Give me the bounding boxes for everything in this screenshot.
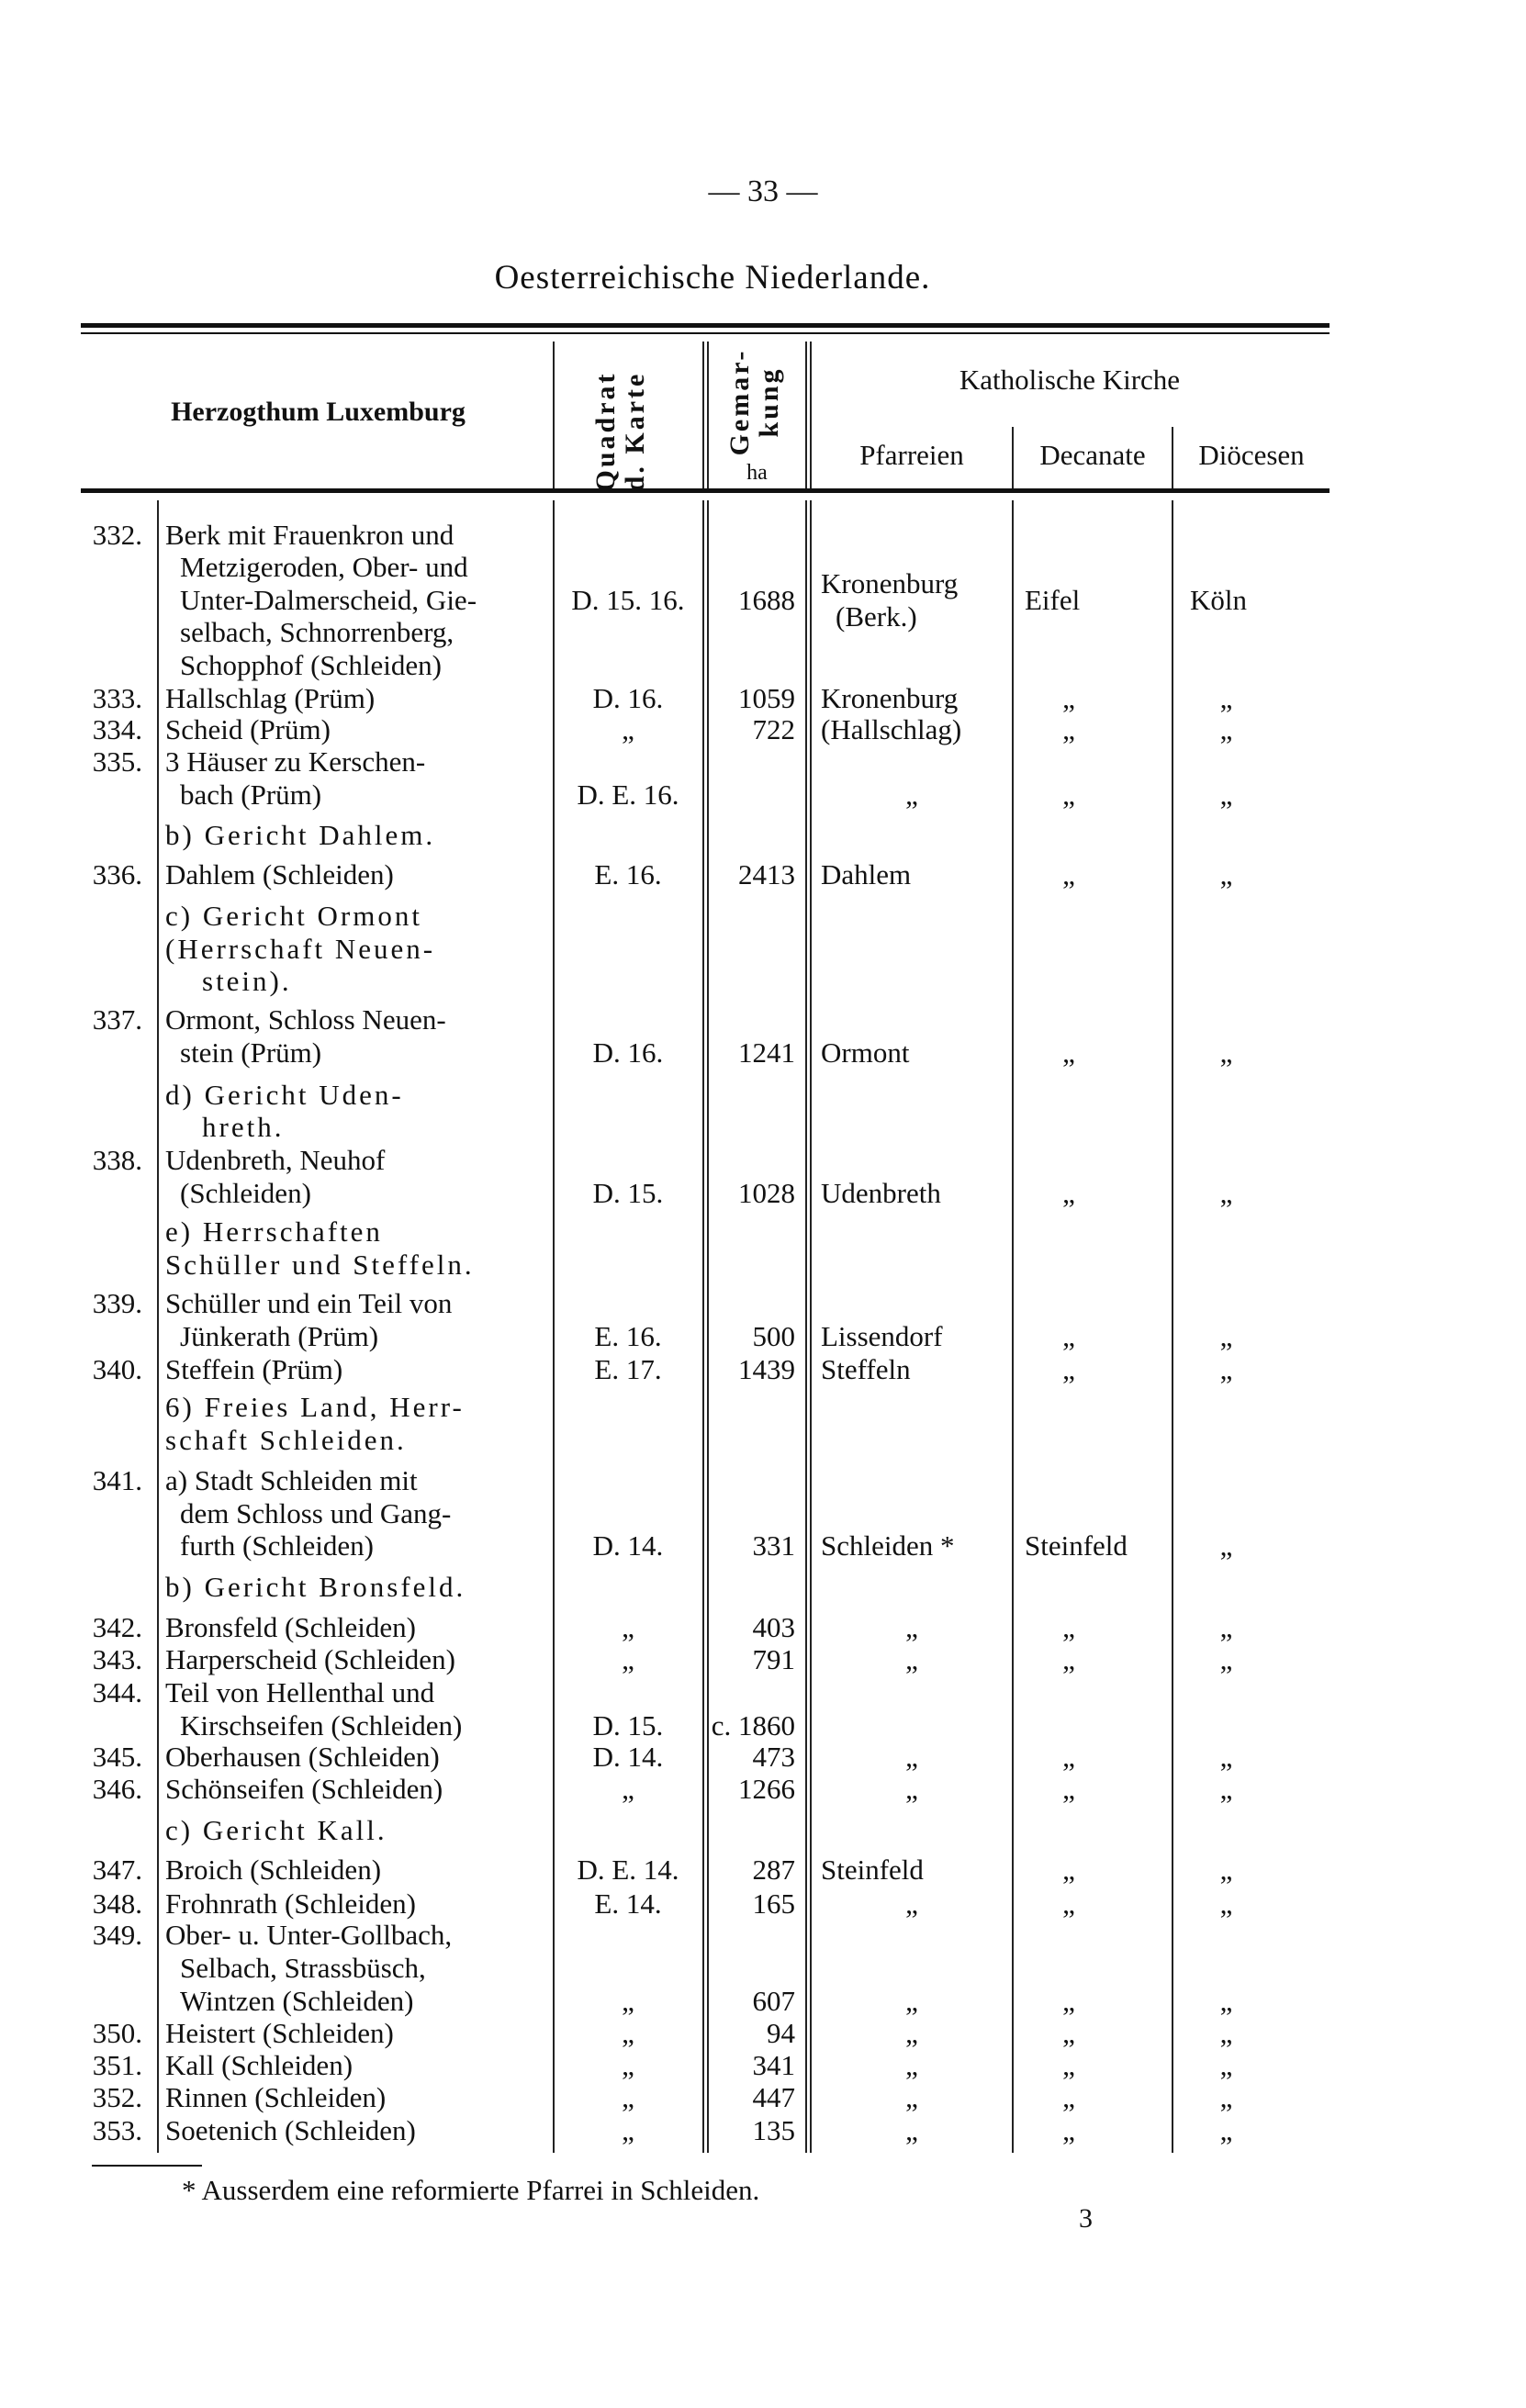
gemarkung-value: c. 1860: [711, 1708, 795, 1742]
pfarrei-value: „: [905, 2016, 918, 2049]
decanat-value: „: [1062, 2080, 1075, 2113]
quadrat-value: „: [622, 2080, 634, 2113]
dioecese-value: „: [1219, 2080, 1233, 2113]
place-name: furth (Schleiden): [180, 1529, 374, 1562]
pfarrei-value: „: [905, 2114, 918, 2147]
section-heading: schaft Schleiden.: [165, 1423, 407, 1456]
gemarkung-value: 791: [752, 1642, 795, 1675]
dioecese-value: „: [1219, 1176, 1233, 1209]
place-name: Bronsfeld (Schleiden): [165, 1610, 416, 1643]
dioecese-value: „: [1219, 778, 1233, 811]
decanat-value: „: [1062, 1352, 1075, 1385]
pfarrei-value: Steffeln: [821, 1352, 911, 1385]
place-name: dem Schloss und Gang-: [180, 1496, 452, 1529]
dioecese-value: „: [1219, 2114, 1233, 2147]
pfarrei-value: Udenbreth: [821, 1176, 941, 1209]
quadrat-value: D. 15.: [592, 1176, 664, 1209]
decanat-value: „: [1062, 713, 1075, 746]
section-heading: (Herrschaft Neuen-: [165, 932, 436, 965]
divider: [157, 500, 159, 2153]
header-dioecesen: Diöcesen: [1198, 439, 1305, 471]
section-heading: hreth.: [202, 1111, 285, 1144]
dioecese-value: „: [1219, 1853, 1233, 1886]
place-name: selbach, Schnorrenberg,: [180, 616, 454, 649]
decanat-value: „: [1062, 2016, 1075, 2049]
gemarkung-value: 2413: [738, 858, 795, 891]
quadrat-value: „: [622, 1610, 634, 1643]
section-heading: c) Gericht Kall.: [165, 1813, 387, 1846]
quadrat-value: „: [622, 2114, 634, 2147]
header-region: Herzogthum Luxemburg: [171, 397, 466, 427]
place-name: Schüller und ein Teil von: [165, 1287, 453, 1320]
header-gemarkung-line1: Gemar-: [724, 348, 755, 456]
place-name: Hallschlag (Prüm): [165, 681, 376, 714]
place-name: Kall (Schleiden): [165, 2048, 353, 2081]
entry-number: 345.: [92, 1740, 142, 1773]
entry-number: 338.: [92, 1144, 142, 1177]
quadrat-value: „: [622, 1984, 634, 2017]
entry-number: 350.: [92, 2016, 142, 2049]
decanat-value: „: [1062, 858, 1075, 891]
quadrat-value: D. E. 16.: [577, 778, 679, 811]
section-heading: 6) Freies Land, Herr-: [165, 1391, 465, 1424]
gemarkung-value: 287: [752, 1853, 795, 1886]
pfarrei-value: (Hallschlag): [821, 713, 962, 746]
pfarrei-value: „: [905, 1610, 918, 1643]
section-heading: c) Gericht Ormont: [165, 900, 422, 933]
place-name: (Schleiden): [180, 1176, 311, 1209]
place-name: Broich (Schleiden): [165, 1853, 382, 1886]
place-name: Selbach, Strassbüsch,: [180, 1951, 426, 1984]
place-name: Steffein (Prüm): [165, 1352, 343, 1385]
gemarkung-value: 473: [752, 1740, 795, 1773]
quadrat-value: E. 17.: [594, 1352, 662, 1385]
section-heading: d) Gericht Uden-: [165, 1078, 404, 1111]
pfarrei-value: „: [905, 1887, 918, 1920]
quadrat-value: D. 15. 16.: [571, 583, 685, 616]
entry-number: 343.: [92, 1642, 142, 1675]
page-number: — 33 —: [708, 174, 818, 208]
place-name: Oberhausen (Schleiden): [165, 1740, 440, 1773]
divider: [805, 500, 807, 2153]
section-heading: e) Herrschaften: [165, 1215, 383, 1249]
decanat-value: „: [1062, 1319, 1075, 1352]
gemarkung-value: 1241: [738, 1036, 795, 1069]
signature-mark: 3: [1079, 2203, 1093, 2234]
decanat-value: „: [1062, 1176, 1075, 1209]
pfarrei-value: „: [905, 1984, 918, 2017]
place-name: Kirschseifen (Schleiden): [180, 1708, 463, 1742]
place-name: Unter-Dalmerscheid, Gie-: [180, 583, 477, 616]
decanat-value: Eifel: [1025, 583, 1081, 616]
place-name: Soetenich (Schleiden): [165, 2114, 416, 2147]
header-gemarkung-unit: ha: [746, 461, 768, 485]
dioecese-value: „: [1219, 713, 1233, 746]
dioecese-value: „: [1219, 1610, 1233, 1643]
quadrat-value: D. 14.: [592, 1529, 664, 1562]
decanat-value: „: [1062, 1887, 1075, 1920]
entry-number: 340.: [92, 1352, 142, 1385]
page-title: Oesterreichische Niederlande.: [494, 259, 931, 297]
entry-number: 335.: [92, 745, 142, 778]
section-heading: b) Gericht Bronsfeld.: [165, 1571, 466, 1604]
decanat-value: „: [1062, 778, 1075, 811]
section-heading: stein).: [202, 965, 292, 998]
header-gemarkung-line2: kung: [753, 366, 784, 438]
place-name: stein (Prüm): [180, 1036, 322, 1069]
gemarkung-value: 1688: [738, 583, 795, 616]
place-name: Ormont, Schloss Neuen-: [165, 1003, 446, 1036]
gemarkung-value: 1059: [738, 681, 795, 714]
header-quadrat: [591, 358, 665, 505]
pfarrei-value: „: [905, 778, 918, 811]
gemarkung-value: 607: [752, 1984, 795, 2017]
pfarrei-value: „: [905, 1740, 918, 1773]
pfarrei-value: (Berk.): [836, 599, 917, 633]
decanat-value: „: [1062, 2048, 1075, 2081]
footnote: * Ausserdem eine reformierte Pfarrei in Schleiden.: [182, 2174, 760, 2206]
entry-number: 334.: [92, 713, 142, 746]
header-rule: [81, 488, 1330, 493]
entry-number: 351.: [92, 2048, 142, 2081]
header-quadrat-line2: d. Karte: [619, 371, 650, 492]
decanat-value: „: [1062, 1772, 1075, 1805]
place-name: Jünkerath (Prüm): [180, 1319, 379, 1352]
gemarkung-value: 94: [767, 2016, 795, 2049]
entry-number: 349.: [92, 1919, 142, 1952]
gemarkung-value: 341: [752, 2048, 795, 2081]
section-heading: Schüller und Steffeln.: [165, 1248, 475, 1281]
place-name: Schönseifen (Schleiden): [165, 1772, 443, 1805]
dioecese-value: „: [1219, 2048, 1233, 2081]
quadrat-value: „: [622, 1642, 634, 1675]
divider: [702, 342, 704, 488]
entry-number: 347.: [92, 1853, 142, 1886]
decanat-value: „: [1062, 1740, 1075, 1773]
dioecese-value: „: [1219, 1642, 1233, 1675]
dioecese-value: „: [1219, 681, 1233, 714]
decanat-value: „: [1062, 2114, 1075, 2147]
gemarkung-value: 1266: [738, 1772, 795, 1805]
quadrat-value: D. 16.: [592, 1036, 664, 1069]
dioecese-value: Köln: [1190, 583, 1247, 616]
section-heading: b) Gericht Dahlem.: [165, 819, 436, 852]
entry-number: 342.: [92, 1610, 142, 1643]
place-name: Ober- u. Unter-Gollbach,: [165, 1919, 453, 1952]
place-name: Rinnen (Schleiden): [165, 2080, 387, 2113]
header-decanate: Decanate: [1039, 439, 1146, 471]
pfarrei-value: Steinfeld: [821, 1853, 924, 1886]
quadrat-value: E. 16.: [594, 1319, 662, 1352]
dioecese-value: „: [1219, 1319, 1233, 1352]
gemarkung-value: 1028: [738, 1176, 795, 1209]
dioecese-value: „: [1219, 2016, 1233, 2049]
gemarkung-value: 722: [752, 713, 795, 746]
place-name: Frohnrath (Schleiden): [165, 1887, 416, 1920]
header-gemarkung: [725, 342, 795, 462]
gemarkung-value: 135: [752, 2114, 795, 2147]
gemarkung-value: 500: [752, 1319, 795, 1352]
entry-number: 348.: [92, 1887, 142, 1920]
quadrat-value: D. 14.: [592, 1740, 664, 1773]
pfarrei-value: „: [905, 1772, 918, 1805]
pfarrei-value: Ormont: [821, 1036, 910, 1069]
quadrat-value: D. 15.: [592, 1708, 664, 1742]
top-rule: [81, 323, 1330, 328]
divider: [805, 342, 807, 488]
pfarrei-value: „: [905, 2048, 918, 2081]
pfarrei-value: Dahlem: [821, 858, 912, 891]
divider: [553, 342, 555, 488]
gemarkung-value: 447: [752, 2080, 795, 2113]
quadrat-value: D. 16.: [592, 681, 664, 714]
place-name: Teil von Hellenthal und: [165, 1676, 435, 1709]
entry-number: 344.: [92, 1676, 142, 1709]
dioecese-value: „: [1219, 1352, 1233, 1385]
dioecese-value: „: [1219, 1036, 1233, 1069]
place-name: Udenbreth, Neuhof: [165, 1144, 386, 1177]
dioecese-value: „: [1219, 1529, 1233, 1562]
footnote-rule: [92, 2165, 202, 2167]
entry-number: 353.: [92, 2114, 142, 2147]
dioecese-value: „: [1219, 1740, 1233, 1773]
decanat-value: „: [1062, 681, 1075, 714]
entry-number: 332.: [92, 518, 142, 551]
quadrat-value: „: [622, 2016, 634, 2049]
pfarrei-value: „: [905, 2080, 918, 2113]
header-church: Katholische Kirche: [959, 364, 1181, 396]
entry-number: 341.: [92, 1464, 142, 1497]
quadrat-value: „: [622, 1772, 634, 1805]
dioecese-value: „: [1219, 858, 1233, 891]
pfarrei-value: Kronenburg: [821, 567, 959, 600]
pfarrei-value: Lissendorf: [821, 1319, 943, 1352]
quadrat-value: D. E. 14.: [577, 1853, 679, 1886]
pfarrei-value: Kronenburg: [821, 681, 959, 714]
place-name: Wintzen (Schleiden): [180, 1984, 414, 2017]
decanat-value: „: [1062, 1853, 1075, 1886]
entry-number: 339.: [92, 1287, 142, 1320]
entry-number: 346.: [92, 1772, 142, 1805]
header-quadrat-line1: Quadrat: [590, 371, 621, 492]
decanat-value: „: [1062, 1984, 1075, 2017]
entry-number: 337.: [92, 1003, 142, 1036]
quadrat-value: „: [622, 2048, 634, 2081]
quadrat-value: „: [622, 713, 634, 746]
entry-number: 333.: [92, 681, 142, 714]
top-rule-thin: [81, 332, 1330, 334]
decanat-value: „: [1062, 1610, 1075, 1643]
dioecese-value: „: [1219, 1887, 1233, 1920]
place-name: Berk mit Frauenkron und: [165, 518, 454, 551]
quadrat-value: E. 16.: [594, 858, 662, 891]
decanat-value: Steinfeld: [1025, 1529, 1128, 1562]
place-name: Dahlem (Schleiden): [165, 858, 394, 891]
pfarrei-value: „: [905, 1642, 918, 1675]
place-name: Schopphof (Schleiden): [180, 648, 442, 681]
header-pfarreien: Pfarreien: [859, 439, 964, 471]
gemarkung-value: 331: [752, 1529, 795, 1562]
place-name: a) Stadt Schleiden mit: [165, 1464, 418, 1497]
dioecese-value: „: [1219, 1772, 1233, 1805]
gemarkung-value: 1439: [738, 1352, 795, 1385]
decanat-value: „: [1062, 1642, 1075, 1675]
place-name: Heistert (Schleiden): [165, 2016, 394, 2049]
divider: [702, 500, 704, 2153]
gemarkung-value: 165: [752, 1887, 795, 1920]
quadrat-value: E. 14.: [594, 1887, 662, 1920]
dioecese-value: „: [1219, 1984, 1233, 2017]
place-name: Metzigeroden, Ober- und: [180, 551, 468, 584]
entry-number: 336.: [92, 858, 142, 891]
place-name: bach (Prüm): [180, 778, 322, 811]
gemarkung-value: 403: [752, 1610, 795, 1643]
pfarrei-value: Schleiden *: [821, 1529, 955, 1562]
decanat-value: „: [1062, 1036, 1075, 1069]
place-name: Harperscheid (Schleiden): [165, 1642, 455, 1675]
place-name: Scheid (Prüm): [165, 713, 331, 746]
entry-number: 352.: [92, 2080, 142, 2113]
place-name: 3 Häuser zu Kerschen-: [165, 745, 426, 778]
